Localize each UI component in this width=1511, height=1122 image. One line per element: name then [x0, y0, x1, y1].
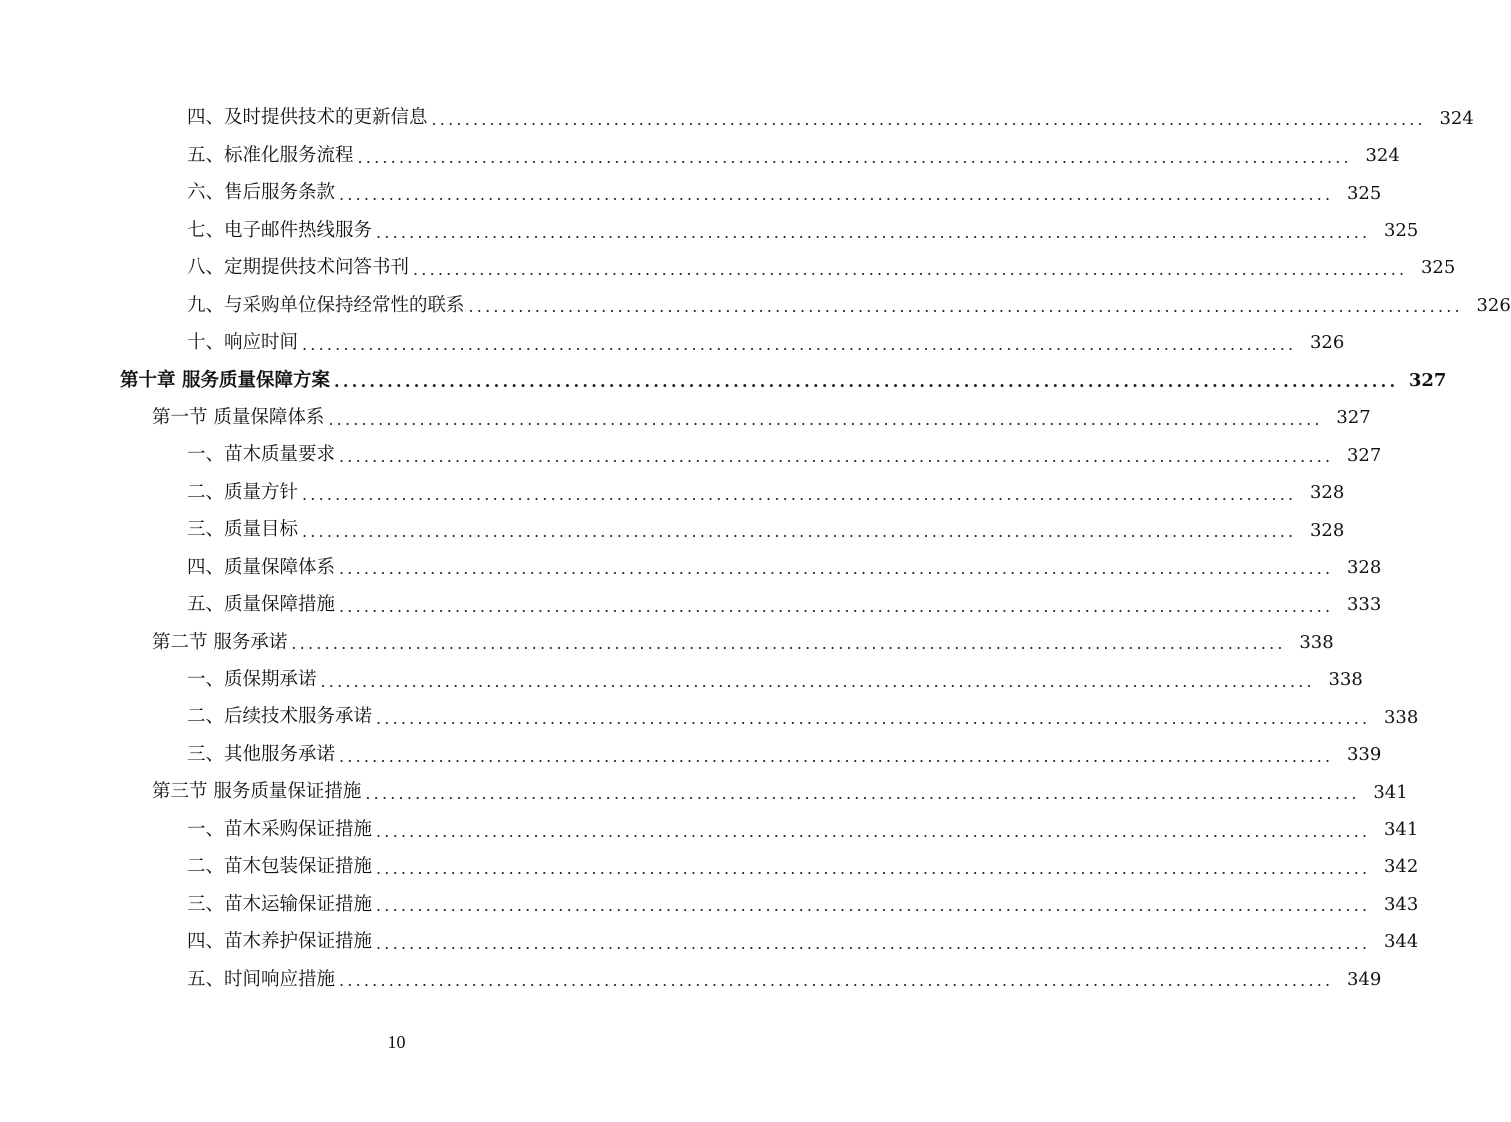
- toc-item-entry[interactable]: [0, 699, 1419, 736]
- toc-section-entry[interactable]: [0, 624, 1334, 661]
- toc-section-entry[interactable]: [0, 400, 1371, 437]
- toc-item-entry[interactable]: [0, 325, 1345, 362]
- toc-entry-page: 326: [1309, 332, 1345, 354]
- toc-entry-title: 六、售后服务条款: [187, 182, 336, 204]
- toc-dot-leader: ........................................................................................................................: [302, 484, 1297, 504]
- toc-entry-title: 九、与采购单位保持经常性的联系: [187, 294, 465, 316]
- toc-dot-leader: ........................................................................................................................: [339, 596, 1334, 616]
- toc-entry-title: 第一节 质量保障体系: [152, 406, 325, 428]
- toc-dot-leader: ........................................................................................................................: [468, 297, 1463, 317]
- toc-entry-title: 一、质保期承诺: [187, 669, 317, 691]
- toc-entry-title: 第十章 服务质量保障方案: [120, 369, 330, 391]
- toc-entry-title: 三、质量目标: [187, 519, 299, 541]
- toc-item-entry[interactable]: [0, 175, 1382, 212]
- toc-dot-leader: ........................................................................................................................: [376, 821, 1371, 841]
- toc-entry-title: 三、其他服务承诺: [187, 743, 336, 765]
- toc-item-entry[interactable]: [0, 924, 1419, 961]
- toc-dot-leader: ........................................................................................................................: [376, 858, 1371, 878]
- toc-item-entry[interactable]: [0, 587, 1382, 624]
- toc-entry-page: 341: [1383, 819, 1419, 841]
- toc-entry-title: 七、电子邮件热线服务: [187, 219, 373, 241]
- toc-item-entry[interactable]: [0, 100, 1474, 137]
- toc-item-entry[interactable]: [0, 736, 1382, 773]
- toc-item-entry[interactable]: [0, 961, 1382, 998]
- toc-entry-title: 二、苗木包装保证措施: [187, 856, 373, 878]
- toc-item-entry[interactable]: [0, 212, 1419, 249]
- toc-dot-leader: ........................................................................................................................: [339, 447, 1334, 467]
- toc-dot-leader: ........................................................................................................................: [376, 933, 1371, 953]
- toc-entry-title: 三、苗木运输保证措施: [187, 893, 373, 915]
- toc-entry-title: 第三节 服务质量保证措施: [152, 781, 362, 803]
- toc-entry-page: 338: [1328, 669, 1363, 691]
- toc-dot-leader: ........................................................................................................................: [302, 522, 1297, 542]
- toc-entry-page: 324: [1439, 107, 1474, 129]
- toc-entry-page: 333: [1346, 594, 1382, 616]
- toc-dot-leader: ........................................................................................................................: [413, 259, 1408, 279]
- toc-dot-leader: ........................................................................................................................: [365, 784, 1360, 804]
- toc-entry-page: 349: [1346, 968, 1382, 990]
- toc-item-entry[interactable]: [0, 512, 1345, 549]
- toc-dot-leader: ........................................................................................................................: [339, 185, 1334, 205]
- toc-entry-title: 五、质量保障措施: [187, 594, 336, 616]
- toc-item-entry[interactable]: [0, 250, 1456, 287]
- toc-entry-page: 338: [1299, 631, 1334, 653]
- toc-entry-page: 339: [1346, 744, 1382, 766]
- toc-entry-page: 324: [1365, 145, 1400, 167]
- toc-dot-leader: ........................................................................................................................: [291, 634, 1286, 654]
- toc-item-entry[interactable]: [0, 811, 1419, 848]
- toc-entry-page: 342: [1383, 856, 1419, 878]
- toc-dot-leader: ........................................................................................................................: [376, 709, 1371, 729]
- toc-item-entry[interactable]: [0, 287, 1511, 324]
- toc-dot-leader: ........................................................................................................................: [376, 222, 1371, 242]
- toc-item-entry[interactable]: [0, 662, 1363, 699]
- toc-item-entry[interactable]: [0, 137, 1400, 174]
- toc-item-entry[interactable]: [0, 886, 1419, 923]
- toc-entry-page: 325: [1420, 257, 1456, 279]
- toc-entry-title: 十、响应时间: [187, 332, 299, 354]
- toc-dot-leader: ........................................................................................................................: [328, 409, 1323, 429]
- toc-section-entry[interactable]: [0, 774, 1408, 811]
- toc-chapter-entry[interactable]: [0, 362, 1447, 399]
- toc-entry-page: 341: [1373, 781, 1408, 803]
- toc-entry-title: 四、及时提供技术的更新信息: [187, 107, 428, 129]
- toc-entry-page: 328: [1309, 519, 1345, 541]
- toc-dot-leader: ........................................................................................................................: [339, 971, 1334, 991]
- toc-dot-leader: ........................................................................................................................: [320, 671, 1315, 691]
- toc-entry-title: 五、时间响应措施: [187, 968, 336, 990]
- toc-entry-title: 二、质量方针: [187, 481, 299, 503]
- toc-entry-title: 四、苗木养护保证措施: [187, 931, 373, 953]
- toc-entry-page: 325: [1383, 220, 1419, 242]
- toc-item-entry[interactable]: [0, 549, 1382, 586]
- toc-entry-page: 327: [1336, 407, 1371, 429]
- toc-entry-title: 二、后续技术服务承诺: [187, 706, 373, 728]
- toc-entry-page: 328: [1309, 482, 1345, 504]
- toc-entry-page: 327: [1408, 369, 1447, 391]
- toc-entry-page: 343: [1383, 893, 1419, 915]
- toc-dot-leader: ........................................................................................................................: [357, 147, 1352, 167]
- toc-entry-page: 326: [1476, 294, 1511, 316]
- toc-item-entry[interactable]: [0, 849, 1419, 886]
- toc-entry-page: 328: [1346, 556, 1382, 578]
- toc-dot-leader: ........................................................................................................................: [376, 896, 1371, 916]
- toc-item-entry[interactable]: [0, 474, 1345, 511]
- toc-entry-title: 四、质量保障体系: [187, 556, 336, 578]
- toc-entry-title: 一、苗木采购保证措施: [187, 818, 373, 840]
- toc-entry-title: 八、定期提供技术问答书刊: [187, 257, 410, 279]
- toc-entry-page: 327: [1346, 444, 1382, 466]
- table-of-contents: [0, 100, 1511, 999]
- toc-item-entry[interactable]: [0, 437, 1382, 474]
- toc-entry-title: 五、标准化服务流程: [187, 144, 354, 166]
- toc-dot-leader: ........................................................................................................................: [339, 559, 1334, 579]
- page-number: 10: [387, 1032, 406, 1052]
- toc-dot-leader: ........................................................................................................................: [431, 110, 1426, 130]
- toc-entry-page: 344: [1383, 931, 1419, 953]
- toc-entry-page: 325: [1346, 182, 1382, 204]
- toc-entry-page: 338: [1383, 706, 1419, 728]
- toc-dot-leader: ........................................................................................................................: [333, 372, 1399, 392]
- toc-entry-title: 一、苗木质量要求: [187, 444, 336, 466]
- toc-dot-leader: ........................................................................................................................: [302, 334, 1297, 354]
- toc-entry-title: 第二节 服务承诺: [152, 631, 288, 653]
- toc-dot-leader: ........................................................................................................................: [339, 746, 1334, 766]
